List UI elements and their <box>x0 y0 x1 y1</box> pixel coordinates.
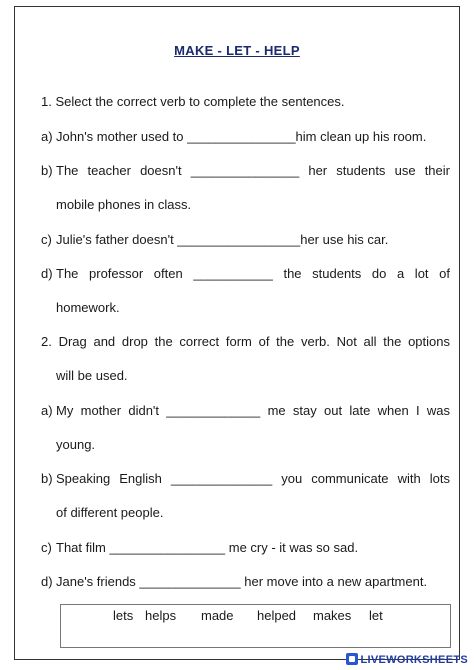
word-option-made[interactable]: made <box>201 608 234 623</box>
s2-d-label: d) <box>41 574 53 589</box>
word-option-helped[interactable]: helped <box>257 608 297 623</box>
footer-brand: LIVEWORKSHEETS <box>360 654 468 666</box>
s2-c-label: c) <box>41 540 52 555</box>
liveworksheets-icon <box>346 653 358 665</box>
word-option-makes[interactable]: makes <box>313 608 352 623</box>
liveworksheets-logo <box>346 653 469 666</box>
section2-heading-cont: will be used. <box>56 368 128 383</box>
s1-d-label: d) <box>41 266 53 281</box>
s1-b-label: b) <box>41 163 53 178</box>
s2-a-text: My mother didn't _____________ me stay out late when I was <box>56 403 450 418</box>
word-option-lets[interactable]: lets <box>113 608 134 623</box>
s2-b-label: b) <box>41 471 53 486</box>
s2-c-text: That film ________________ me cry - it was so sad. <box>56 540 359 555</box>
section1-heading: 1. Select the correct verb to complete the sentences. <box>41 94 345 109</box>
s2-b-text-cont: of different people. <box>56 505 164 520</box>
s1-a-text: John's mother used to _______________him clean up his room. <box>56 129 427 144</box>
s1-d-text-cont: homework. <box>56 300 120 315</box>
worksheet <box>14 6 460 660</box>
s2-a-text-cont: young. <box>56 437 96 452</box>
word-option-let[interactable]: let <box>369 608 383 623</box>
section2-heading: 2. Drag and drop the correct form of the verb. Not all the options <box>41 334 450 349</box>
s1-c-label: c) <box>41 232 52 247</box>
s1-c-text: Julie's father doesn't _________________her use his car. <box>56 232 389 247</box>
s1-a-label: a) <box>41 129 53 144</box>
word-bank <box>60 604 451 648</box>
worksheet-title: MAKE - LET - HELP <box>174 43 300 58</box>
s2-b-text: Speaking English ______________ you communicate with lots <box>56 471 450 486</box>
s1-d-text: The professor often ___________ the students do a lot of <box>56 266 450 281</box>
word-option-helps[interactable]: helps <box>145 608 177 623</box>
s2-d-text: Jane's friends ______________ her move into a new apartment. <box>56 574 428 589</box>
s1-b-text: The teacher doesn't _______________ her students use their <box>56 163 450 178</box>
s1-b-text-cont: mobile phones in class. <box>56 197 192 212</box>
s2-a-label: a) <box>41 403 53 418</box>
